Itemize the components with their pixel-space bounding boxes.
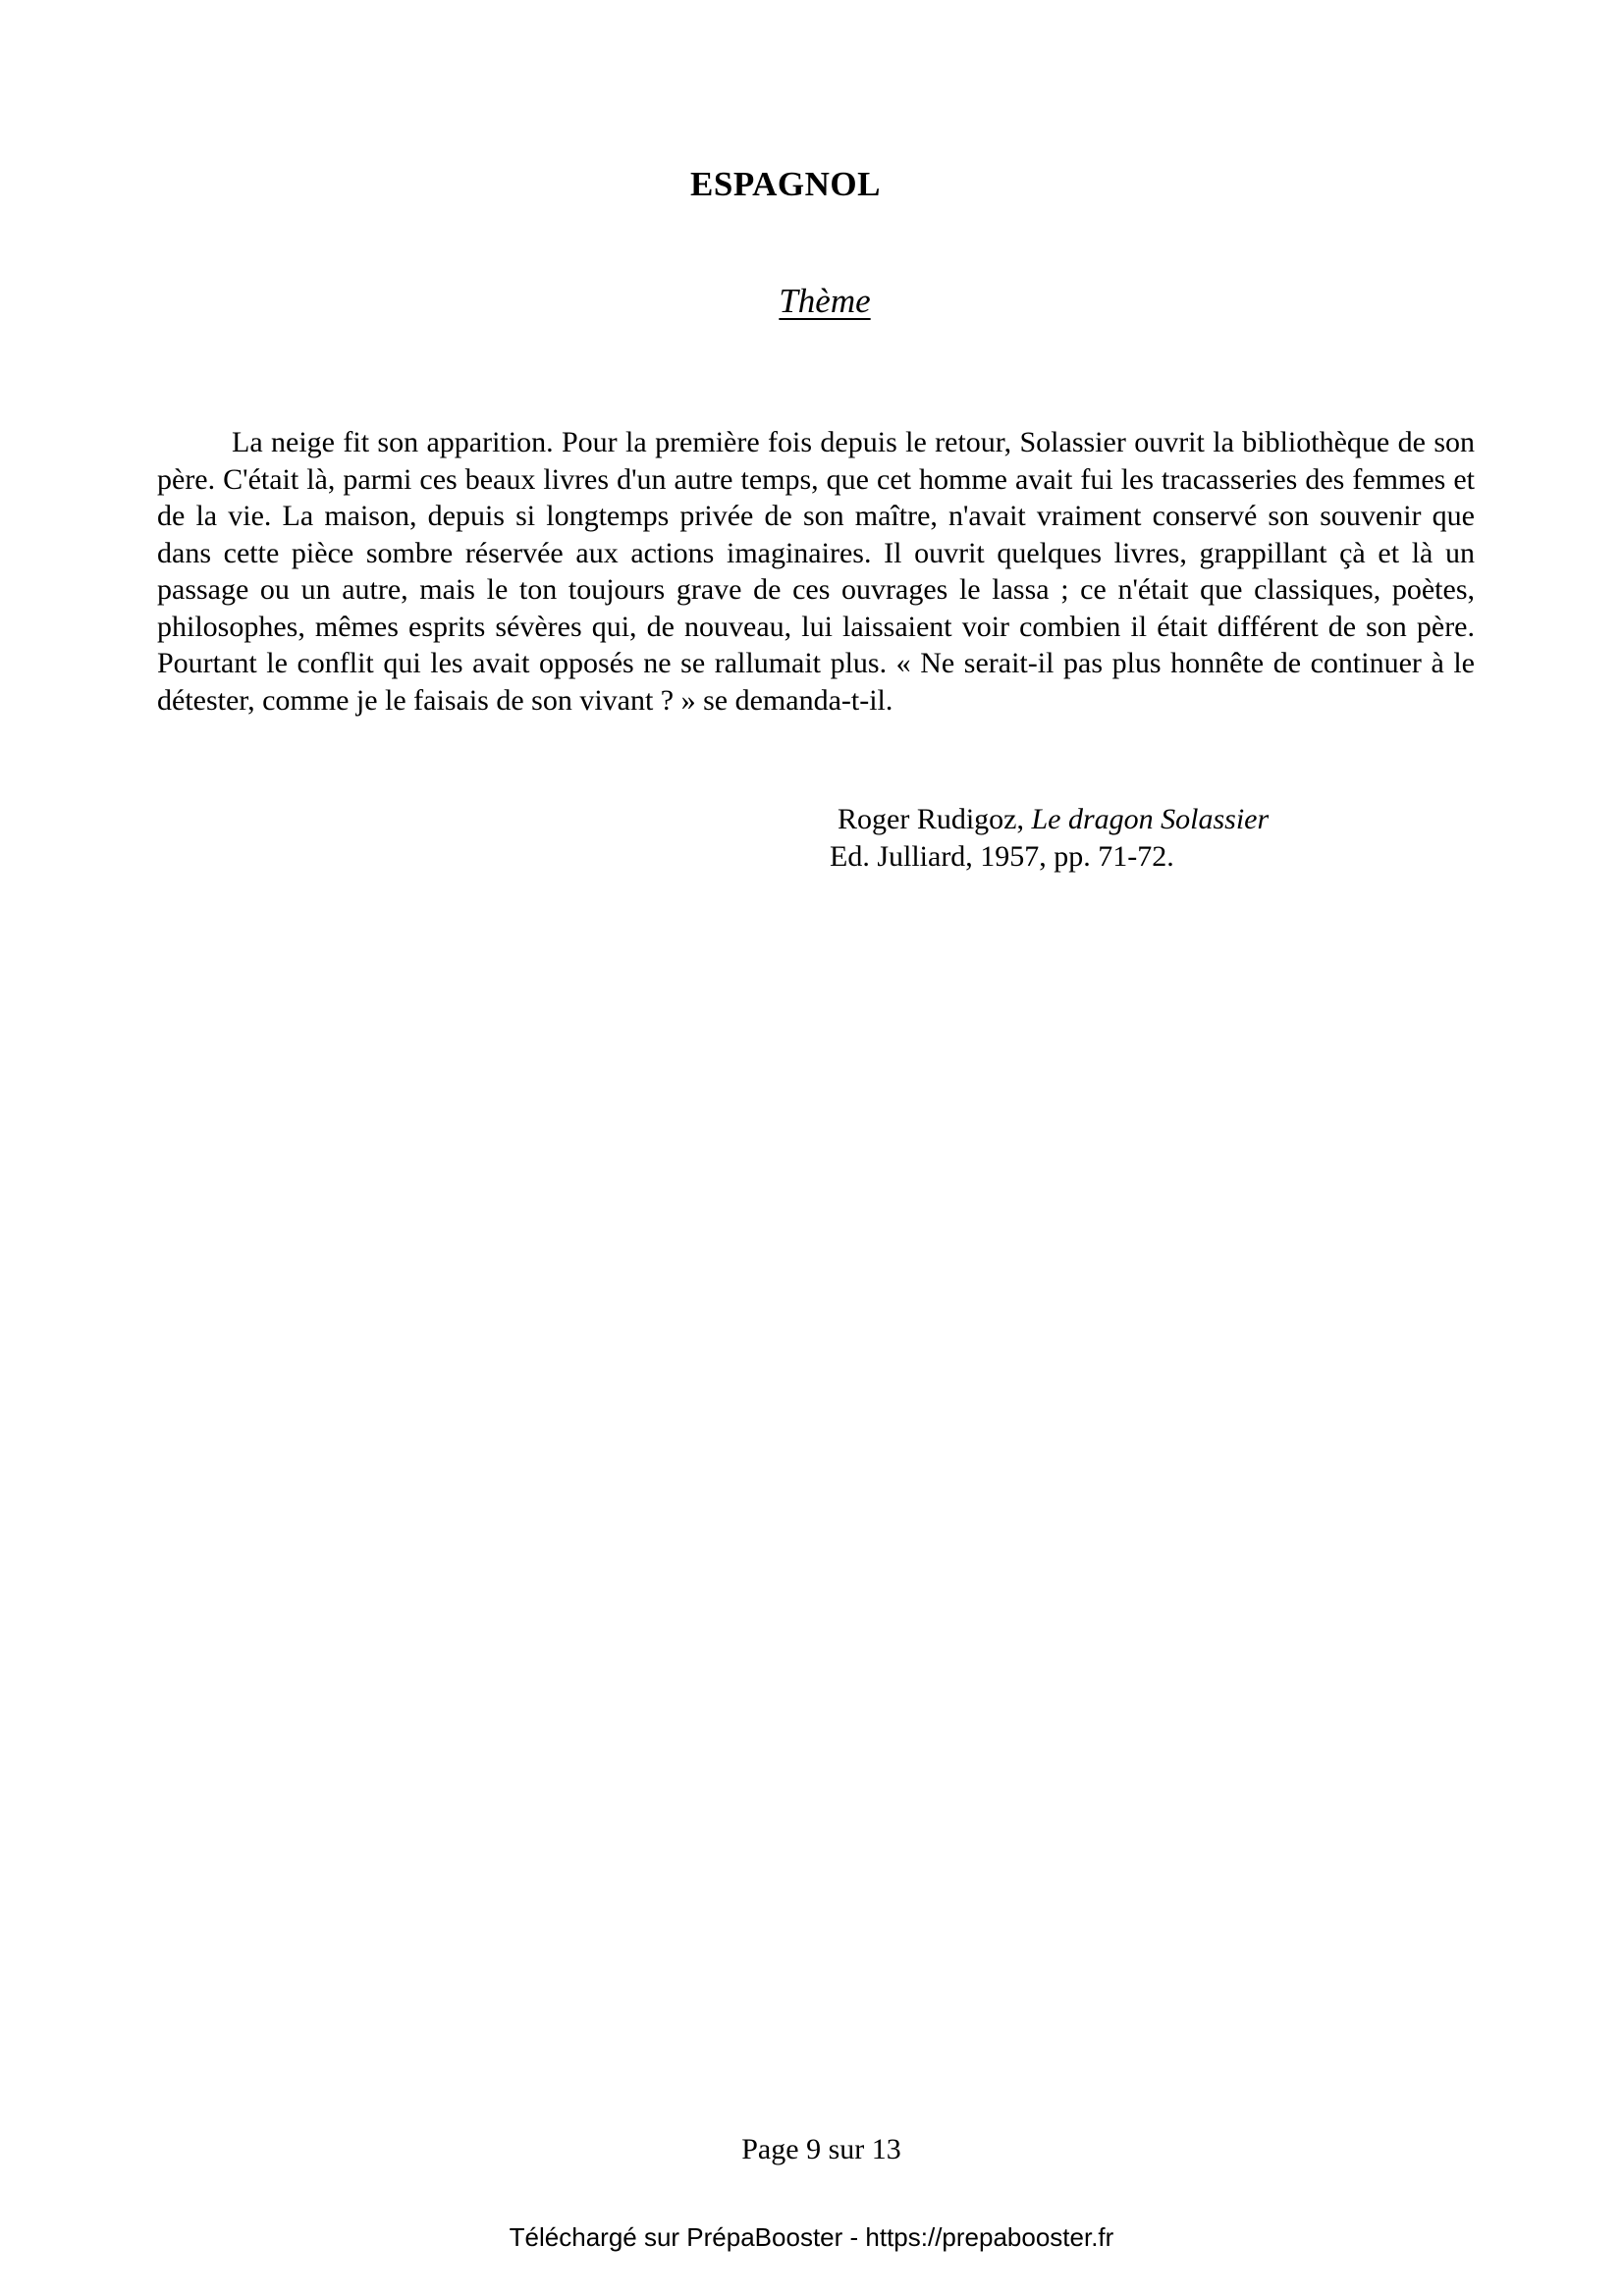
download-note: Téléchargé sur PrépaBooster - https://prepabooster.fr <box>509 2222 1114 2252</box>
citation-book-title: Le dragon Solassier <box>1031 803 1270 835</box>
citation <box>830 801 1270 875</box>
citation-author: Roger Rudigoz, <box>838 803 1032 835</box>
section-title: Thème <box>779 282 871 320</box>
citation-line-1 <box>838 803 1269 835</box>
source-passage: La neige fit son apparition. Pour la première fois depuis le retour, Solassier ouvrit la bibliothèque de son père. C'était là, parmi ces beaux livres d'un autre temps, que cet homme avait fui les tracasseries des femmes et de la vie. La maison, depuis si longtemps privée de son maître, n'avait vraiment conservé son souvenir que dans cette pièce sombre réservée aux actions imaginaires. Il ouvrit quelques livres, grappillant çà et là un passage ou un autre, mais le ton toujours grave de ces ouvrages le lassa ; ce n'était que classiques, poètes, philosophes, mêmes esprits sévères qui, de nouveau, lui laissaient voir combien il était différent de son père. Pourtant le conflit qui les avait opposés ne se rallumait plus. « Ne serait-il pas plus honnête de continuer à le détester, comme je le faisais de son vivant ? » se demanda-t-il. <box>157 426 1475 717</box>
subject-heading: ESPAGNOL <box>690 165 881 203</box>
citation-publication: Ed. Julliard, 1957, pp. 71-72. <box>830 839 1174 873</box>
page-number: Page 9 sur 13 <box>741 2133 901 2165</box>
